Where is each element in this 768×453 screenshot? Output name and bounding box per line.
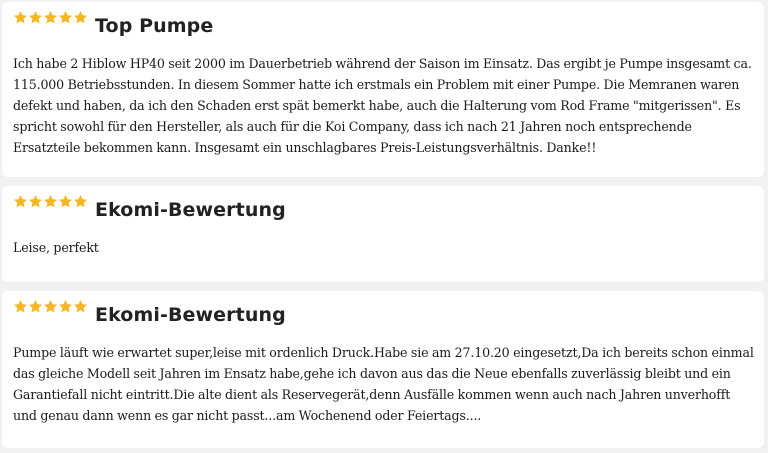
star-icon: [73, 10, 88, 25]
star-icon: [58, 299, 73, 314]
star-icon: [58, 194, 73, 209]
review-text: Leise, perfekt: [13, 240, 99, 255]
star-icon: [43, 194, 58, 209]
star-icon: [13, 299, 28, 314]
review-title: Ekomi-Bewertung: [95, 304, 286, 326]
review-card: [2, 2, 764, 177]
star-icon: [28, 194, 43, 209]
review-card: [2, 186, 764, 282]
review-title: Ekomi-Bewertung: [95, 199, 286, 221]
star-rating: [13, 299, 88, 314]
review-text: Pumpe läuft wie erwartet super,leise mit ordenlich Druck.Habe sie am 27.10.20 eingesetzt,Da ich bereits schon einmal das gleiche Modell seit Jahren im Ensatz habe,gehe ich davon aus das die Neue ebenfalls zuverlässig bleibt und ein Garantiefall nicht eintritt.Die alte dient als Reservegerät,denn Ausfälle kommen wenn auch nach Jahren unverhofft und genau dann wenn es gar nicht passt...am Wochenend oder Feiertags....: [13, 345, 754, 423]
star-rating: [13, 194, 88, 209]
star-icon: [73, 194, 88, 209]
review-card: [2, 291, 764, 448]
star-icon: [43, 10, 58, 25]
star-rating: [13, 10, 88, 25]
review-title: Top Pumpe: [95, 15, 214, 37]
star-icon: [73, 299, 88, 314]
star-icon: [43, 299, 58, 314]
star-icon: [13, 194, 28, 209]
review-text: Ich habe 2 Hiblow HP40 seit 2000 im Dauerbetrieb während der Saison im Einsatz. Das ergibt je Pumpe insgesamt ca. 115.000 Betriebsstunden. In diesem Sommer hatte ich erstmals ein Problem mit einer Pumpe. Die Memranen waren defekt und haben, da ich den Schaden erst spät bemerkt habe, auch die Halterung vom Rod Frame "mitgerissen". Es spricht sowohl für den Hersteller, als auch für die Koi Company, dass ich nach 21 Jahren noch entsprechende Ersatzteile bekommen kann. Insgesamt ein unschlagbares Preis-Leistungsverhältnis. Danke!!: [13, 56, 752, 155]
star-icon: [58, 10, 73, 25]
star-icon: [28, 10, 43, 25]
star-icon: [28, 299, 43, 314]
star-icon: [13, 10, 28, 25]
